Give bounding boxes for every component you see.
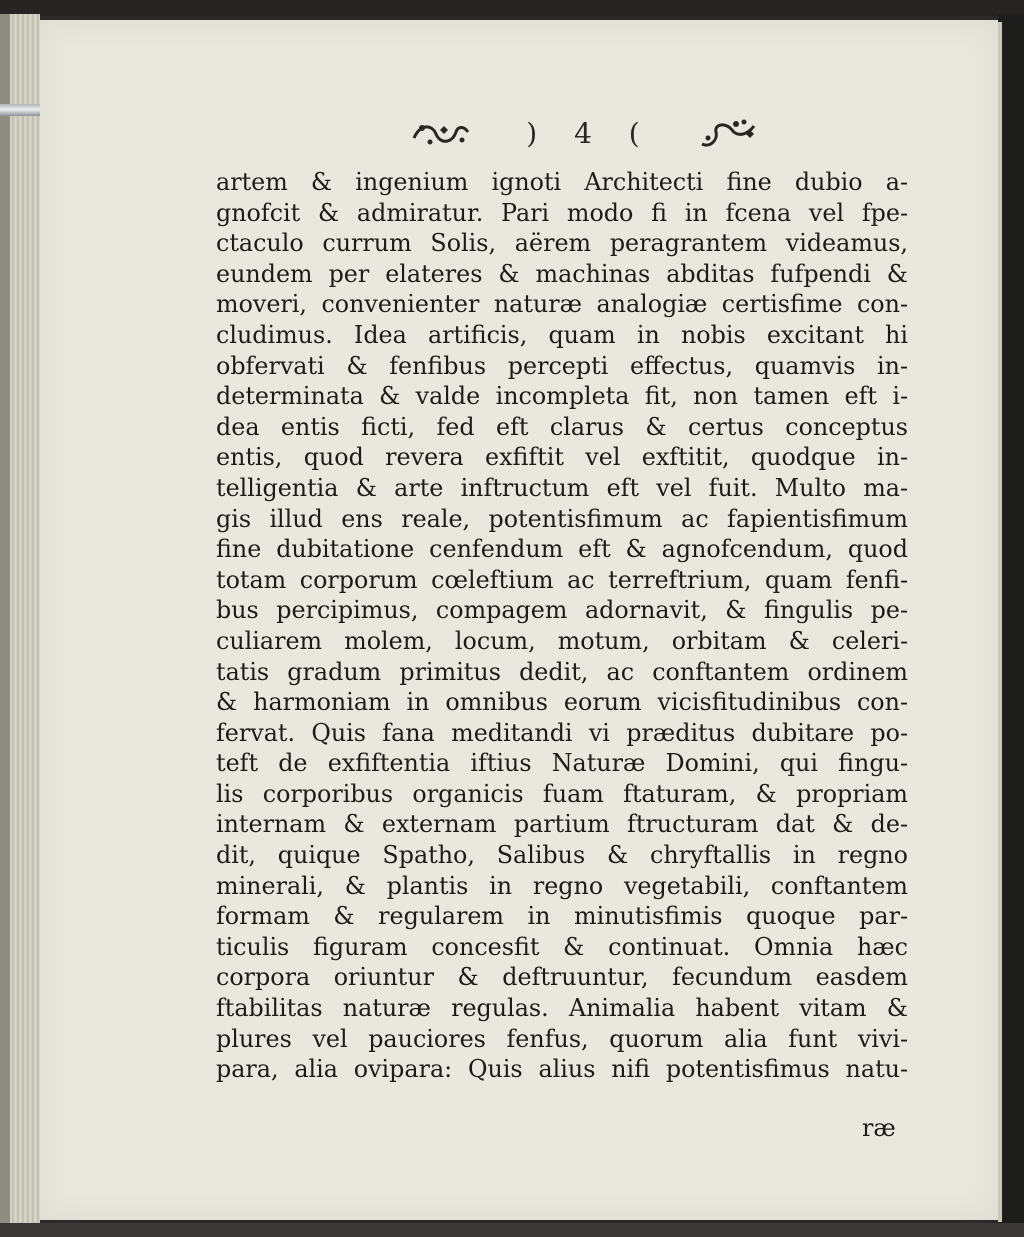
text-line: cludimus. Idea artificis, quam in nobis excitant hi xyxy=(216,320,908,349)
text-line: tatis gradum primitus dedit, ac conftantem ordinem xyxy=(216,657,908,686)
text-line: ftabilitas naturæ regulas. Animalia habent vitam & xyxy=(216,994,908,1023)
scan-top-edge xyxy=(0,0,1024,16)
text-line: determinata & valde incompleta fit, non tamen eft i- xyxy=(216,382,908,411)
text-line: eundem per elateres & machinas abditas fufpendi & xyxy=(216,259,908,288)
book-spine-shadow xyxy=(0,14,10,1224)
text-line: dit, quique Spatho, Salibus & chryftallis in regno xyxy=(216,841,908,870)
printer-ornament-right-icon xyxy=(698,118,760,150)
text-line: totam corporum cœleftium ac terreftrium, quam fenfi- xyxy=(216,565,908,594)
text-line: ticulis figuram concesfit & continuat. Omnia hæc xyxy=(216,932,908,961)
text-line: teft de exfiftentia iftius Naturæ Domini, qui fingu- xyxy=(216,749,908,778)
text-line: ctaculo currum Solis, aërem peragrantem videamus, xyxy=(216,229,908,258)
text-line: fervat. Quis fana meditandi vi præditus dubitare po- xyxy=(216,718,908,747)
text-line: lis corporibus organicis fuam ftaturam, & propriam xyxy=(216,779,908,808)
text-line: telligentia & arte inftructum eft vel fuit. Multo ma- xyxy=(216,473,908,502)
text-line: culiarem molem, locum, motum, orbitam & celeri- xyxy=(216,626,908,655)
page-right-margin-strip xyxy=(998,22,1002,1222)
text-line: entis, quod revera exfiftit vel exftitit, quodque in- xyxy=(216,443,908,472)
scan-bottom-edge xyxy=(0,1223,1024,1237)
text-line: gis illud ens reale, potentisfimum ac fapientisfimum xyxy=(216,504,908,533)
catchword: ræ xyxy=(862,1114,896,1142)
text-line: plures vel pauciores fenfus, quorum alia funt vivi- xyxy=(216,1024,908,1053)
running-header xyxy=(400,112,800,162)
text-line: corpora oriuntur & deftruuntur, fecundum easdem xyxy=(216,963,908,992)
text-line: & harmoniam in omnibus eorum vicisfitudinibus con- xyxy=(216,688,908,717)
text-line: bus percipimus, compagem adornavit, & fingulis pe- xyxy=(216,596,908,625)
text-line: para, alia ovipara: Quis alius nifi potentisfimus natu- xyxy=(216,1055,908,1084)
text-line: gnofcit & admiratur. Pari modo fi in fcena vel fpe- xyxy=(216,198,908,227)
text-line: minerali, & plantis in regno vegetabili, conftantem xyxy=(216,871,908,900)
text-line: internam & externam partium ftructuram dat & de- xyxy=(216,810,908,839)
page-leaf xyxy=(40,20,998,1220)
text-line: artem & ingenium ignoti Architecti fine dubio a- xyxy=(216,168,908,196)
text-line: obfervati & fenfibus percepti effectus, quamvis in- xyxy=(216,351,908,380)
text-line: formam & regularem in minutisfimis quoque par- xyxy=(216,902,908,931)
body-text xyxy=(216,167,908,1085)
text-line: dea entis ficti, fed eft clarus & certus conceptus xyxy=(216,412,908,441)
text-line: fine dubitatione cenfendum eft & agnofcendum, quod xyxy=(216,535,908,564)
text-line: moveri, convenienter naturæ analogiæ certisfime con- xyxy=(216,290,908,319)
page-number: ) 4 ( xyxy=(526,117,654,150)
